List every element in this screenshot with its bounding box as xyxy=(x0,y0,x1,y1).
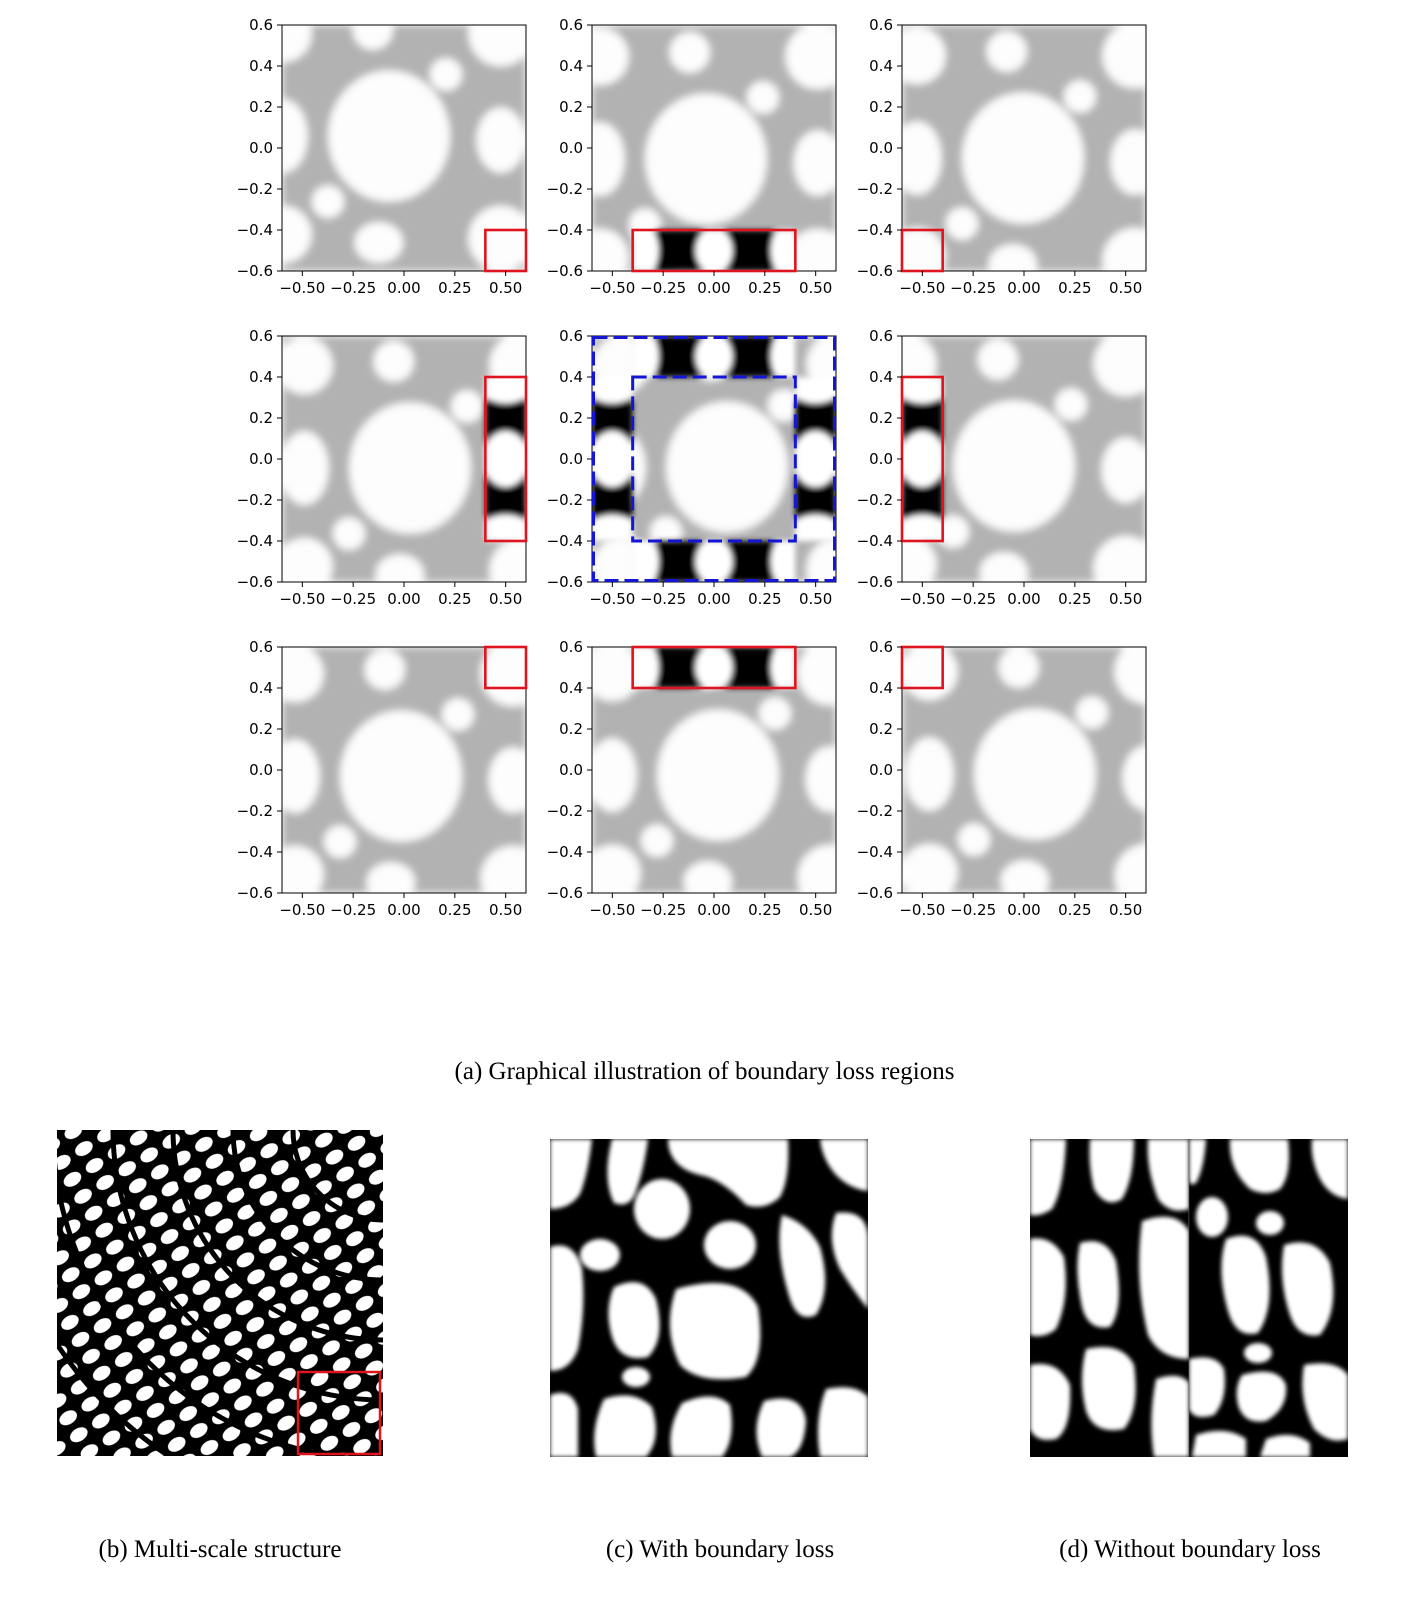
y-tick-label: −0.4 xyxy=(546,843,583,861)
y-tick-label: 0.4 xyxy=(869,368,893,386)
y-tick-label: 0.0 xyxy=(869,450,893,468)
y-tick-label: 0.2 xyxy=(869,98,893,116)
x-tick-label: 0.25 xyxy=(748,901,782,919)
x-tick-label: −0.25 xyxy=(330,901,377,919)
x-tick-label: 0.25 xyxy=(1058,901,1092,919)
x-tick-label: 0.50 xyxy=(488,590,523,608)
x-tick-label: −0.50 xyxy=(589,279,636,297)
y-tick-label: −0.2 xyxy=(546,180,583,198)
x-tick-label: 0.00 xyxy=(1007,279,1041,297)
x-tick-label: 0.25 xyxy=(1058,590,1092,608)
x-tick-label: 0.50 xyxy=(1108,590,1143,608)
y-tick-label: −0.2 xyxy=(236,491,273,509)
x-tick-label: −0.25 xyxy=(640,901,687,919)
x-tick-label: 0.50 xyxy=(798,279,833,297)
y-tick-label: −0.6 xyxy=(546,884,583,902)
y-tick-label: 0.0 xyxy=(249,450,273,468)
x-tick-label: 0.50 xyxy=(1108,279,1143,297)
y-tick-label: −0.4 xyxy=(236,221,273,239)
caption-panel-d: (d) Without boundary loss xyxy=(1059,1536,1321,1563)
x-tick-label: −0.50 xyxy=(279,590,326,608)
without-boundary-loss-image xyxy=(1030,1139,1348,1457)
x-tick-label: 0.00 xyxy=(1007,901,1041,919)
x-tick-label: 0.50 xyxy=(1108,901,1143,919)
subplot-r3-c1 xyxy=(237,638,546,919)
subplot-r1-c3 xyxy=(857,16,1168,297)
y-tick-label: 0.4 xyxy=(249,679,273,697)
subplot-r3-c2 xyxy=(547,638,863,919)
y-tick-label: 0.0 xyxy=(559,139,583,157)
x-tick-label: −0.50 xyxy=(279,901,326,919)
y-tick-label: 0.6 xyxy=(559,327,583,345)
x-tick-label: −0.50 xyxy=(899,901,946,919)
y-tick-label: 0.0 xyxy=(249,139,273,157)
y-tick-label: 0.4 xyxy=(559,57,583,75)
y-tick-label: 0.6 xyxy=(249,16,273,34)
subplot-r2-c2 xyxy=(547,327,872,608)
caption-panel-c: (c) With boundary loss xyxy=(605,1536,835,1563)
y-tick-label: −0.6 xyxy=(546,262,583,280)
x-tick-label: 0.00 xyxy=(387,279,421,297)
y-tick-label: −0.4 xyxy=(236,532,273,550)
y-tick-label: 0.4 xyxy=(249,57,273,75)
y-tick-label: −0.4 xyxy=(856,843,893,861)
x-tick-label: 0.25 xyxy=(438,901,472,919)
y-tick-label: 0.4 xyxy=(559,368,583,386)
x-tick-label: 0.25 xyxy=(438,279,472,297)
y-tick-label: 0.0 xyxy=(869,761,893,779)
y-tick-label: 0.6 xyxy=(249,638,273,656)
y-tick-label: 0.2 xyxy=(249,720,273,738)
subplot-r2-c3 xyxy=(857,327,1159,608)
y-tick-label: −0.6 xyxy=(856,884,893,902)
y-tick-label: 0.2 xyxy=(559,720,583,738)
y-tick-label: 0.2 xyxy=(249,409,273,427)
y-tick-label: −0.4 xyxy=(546,532,583,550)
y-tick-label: 0.6 xyxy=(559,638,583,656)
x-tick-label: 0.25 xyxy=(1058,279,1092,297)
y-tick-label: −0.6 xyxy=(236,573,273,591)
y-tick-label: −0.4 xyxy=(856,221,893,239)
y-tick-label: −0.2 xyxy=(236,180,273,198)
x-tick-label: 0.25 xyxy=(748,590,782,608)
caption-panel-b: (b) Multi-scale structure xyxy=(98,1536,342,1563)
with-boundary-loss-image xyxy=(550,1139,868,1457)
y-tick-label: 0.2 xyxy=(559,409,583,427)
x-tick-label: 0.00 xyxy=(387,901,421,919)
y-tick-label: 0.2 xyxy=(869,409,893,427)
x-tick-label: 0.25 xyxy=(748,279,782,297)
x-tick-label: 0.00 xyxy=(1007,590,1041,608)
x-tick-label: 0.00 xyxy=(697,901,731,919)
y-tick-label: −0.2 xyxy=(546,491,583,509)
subplot-r2-c1 xyxy=(237,327,555,608)
x-tick-label: −0.25 xyxy=(330,279,377,297)
x-tick-label: −0.50 xyxy=(899,279,946,297)
x-tick-label: −0.50 xyxy=(589,901,636,919)
x-tick-label: 0.50 xyxy=(798,590,833,608)
y-tick-label: 0.6 xyxy=(869,327,893,345)
y-tick-label: −0.2 xyxy=(546,802,583,820)
y-tick-label: 0.0 xyxy=(869,139,893,157)
y-tick-label: −0.2 xyxy=(856,802,893,820)
y-tick-label: 0.4 xyxy=(869,57,893,75)
subplot-r1-c2 xyxy=(547,16,851,297)
y-tick-label: −0.2 xyxy=(856,180,893,198)
y-tick-label: 0.6 xyxy=(869,16,893,34)
y-tick-label: 0.6 xyxy=(249,327,273,345)
y-tick-label: 0.4 xyxy=(869,679,893,697)
x-tick-label: 0.50 xyxy=(488,279,523,297)
y-tick-label: −0.4 xyxy=(856,532,893,550)
x-tick-label: −0.25 xyxy=(640,590,687,608)
y-tick-label: 0.6 xyxy=(869,638,893,656)
y-tick-label: 0.4 xyxy=(249,368,273,386)
x-tick-label: −0.25 xyxy=(640,279,687,297)
x-tick-label: −0.50 xyxy=(589,590,636,608)
x-tick-label: −0.25 xyxy=(330,590,377,608)
x-tick-label: −0.25 xyxy=(950,279,997,297)
y-tick-label: 0.2 xyxy=(559,98,583,116)
x-tick-label: 0.25 xyxy=(438,590,472,608)
x-tick-label: 0.00 xyxy=(697,279,731,297)
multi-scale-structure-image xyxy=(57,1130,383,1456)
y-tick-label: 0.6 xyxy=(559,16,583,34)
caption-panel-a: (a) Graphical illustration of boundary loss regions xyxy=(454,1058,955,1085)
y-tick-label: 0.4 xyxy=(559,679,583,697)
x-tick-label: −0.25 xyxy=(950,590,997,608)
x-tick-label: 0.00 xyxy=(697,590,731,608)
y-tick-label: 0.0 xyxy=(249,761,273,779)
x-tick-label: 0.50 xyxy=(798,901,833,919)
x-tick-label: 0.00 xyxy=(387,590,421,608)
y-tick-label: 0.0 xyxy=(559,761,583,779)
subplot-r1-c1 xyxy=(237,1,534,297)
x-tick-label: 0.50 xyxy=(488,901,523,919)
y-tick-label: −0.4 xyxy=(236,843,273,861)
y-tick-label: −0.6 xyxy=(856,262,893,280)
y-tick-label: 0.0 xyxy=(559,450,583,468)
x-tick-label: −0.50 xyxy=(279,279,326,297)
y-tick-label: −0.2 xyxy=(236,802,273,820)
y-tick-label: −0.6 xyxy=(236,262,273,280)
y-tick-label: −0.6 xyxy=(856,573,893,591)
y-tick-label: −0.4 xyxy=(546,221,583,239)
subplot-r3-c3 xyxy=(857,638,1180,919)
y-tick-label: 0.2 xyxy=(249,98,273,116)
x-tick-label: −0.25 xyxy=(950,901,997,919)
x-tick-label: −0.50 xyxy=(899,590,946,608)
y-tick-label: −0.6 xyxy=(236,884,273,902)
y-tick-label: 0.2 xyxy=(869,720,893,738)
y-tick-label: −0.6 xyxy=(546,573,583,591)
y-tick-label: −0.2 xyxy=(856,491,893,509)
